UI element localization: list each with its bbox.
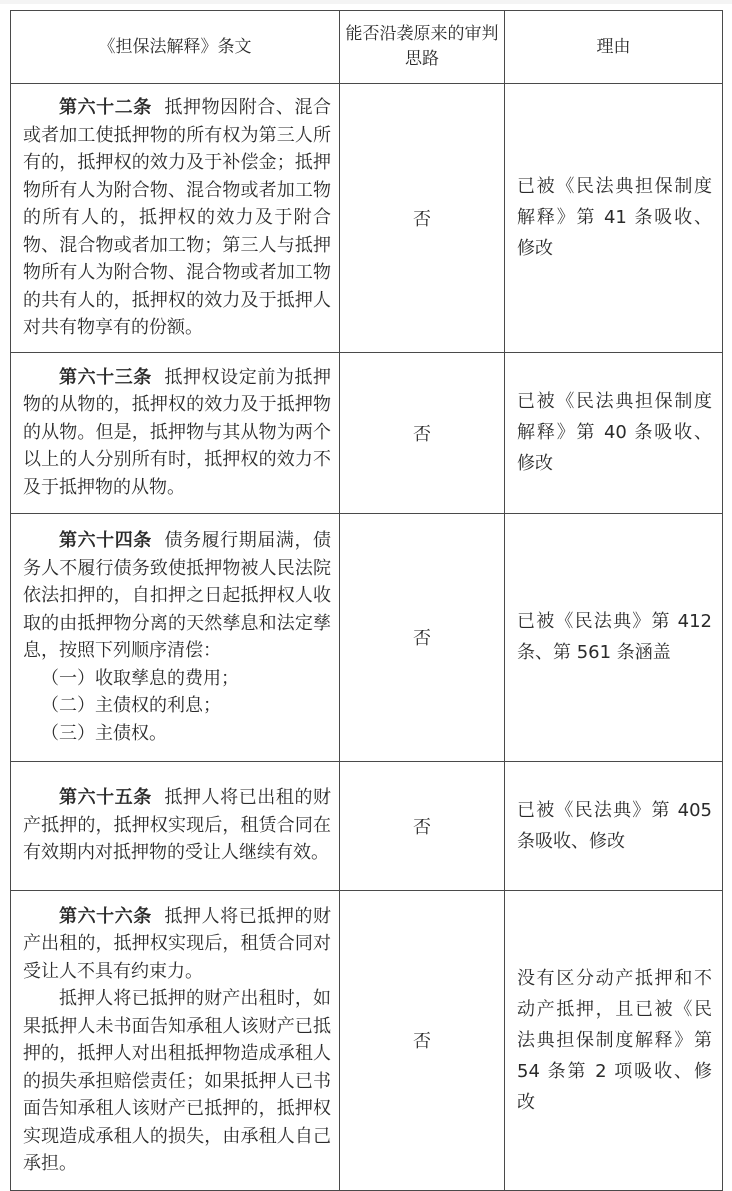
reason-cell: 已被《民法典担保制度解释》第 41 条吸收、修改 [505,84,723,353]
article-item: （二）主债权的利息； [41,695,221,716]
table-row [11,84,723,353]
article-paragraph: 抵押人将已抵押的财产出租时，如果抵押人未书面告知承租人该财产已抵押的，抵押人对出租抵押物造成承租人的损失承担赔偿责任；如果抵押人已书面告知承租人该财产已抵押的，抵押权实现造成承租人的损失，由承租人自己承担。 [23,988,331,1174]
table-row [11,352,723,513]
article-item: （一）收取孳息的费用； [41,667,239,689]
article-item: （三）主债权。 [41,722,167,744]
article-number: 第六十四条 [59,530,152,551]
article-cell [11,890,340,1190]
article-text: 抵押人将已抵押的财产出租的，抵押权实现后，租赁合同对受让人不具有约束力。 [23,905,332,982]
article-text: 抵押权设定前为抵押物的从物的，抵押权的效力及于抵押物的从物。但是，抵押物与其从物为两个以上的人分别所有时，抵押权的效力不及于抵押物的从物。 [23,366,332,498]
article-cell [11,352,340,513]
reason-cell: 已被《民法典》第 412 条、第 561 条涵盖 [505,513,723,761]
verdict-cell: 否 [340,84,505,353]
table-row [11,761,723,890]
top-edge [0,0,732,4]
law-comparison-table [10,10,723,1191]
verdict-cell: 否 [340,761,505,890]
header-continue: 能否沿袭原来的审判思路 [340,11,505,84]
reason-cell: 已被《民法典》第 405 条吸收、修改 [505,761,723,890]
article-paragraph [23,94,331,342]
verdict-cell: 否 [340,513,505,761]
verdict-cell: 否 [340,352,505,513]
article-number: 第六十二条 [59,97,152,118]
article-text: 抵押人将已出租的财产抵押的，抵押权实现后，租赁合同在有效期内对抵押物的受让人继续有效。 [23,787,332,864]
table-row [11,890,723,1190]
article-cell [11,84,340,353]
article-number: 第六十三条 [59,366,152,388]
header-reason: 理由 [505,11,723,84]
article-paragraph [23,903,331,986]
article-paragraph [23,527,331,665]
article-cell [11,761,340,890]
verdict-cell: 否 [340,890,505,1190]
article-number: 第六十五条 [59,787,152,809]
reason-cell: 没有区分动产抵押和不动产抵押，且已被《民法典担保制度解释》第 54 条第 2 项吸收、修改 [505,890,723,1190]
article-paragraph [23,784,331,867]
article-paragraph [23,364,331,502]
reason-cell: 已被《民法典担保制度解释》第 40 条吸收、修改 [505,352,723,513]
table-row [11,513,723,761]
header-row [11,11,723,84]
article-number: 第六十六条 [59,905,152,927]
header-article: 《担保法解释》条文 [11,11,340,84]
article-cell [11,513,340,761]
article-text: 债务履行期届满，债务人不履行债务致使抵押物被人民法院依法扣押的，自扣押之日起抵押权人收取的由抵押物分离的天然孳息和法定孳息，按照下列顺序清偿： [23,530,332,661]
article-text: 抵押物因附合、混合或者加工使抵押物的所有权为第三人所有的，抵押权的效力及于补偿金；抵押物所有人为附合物、混合物或者加工物的所有人的，抵押权的效力及于附合物、混合物或者加工物；第三人与抵押物所有人为附合物、混合物或者加工物的共有人的，抵押权的效力及于抵押人对共有物享有的份额。 [23,97,332,338]
